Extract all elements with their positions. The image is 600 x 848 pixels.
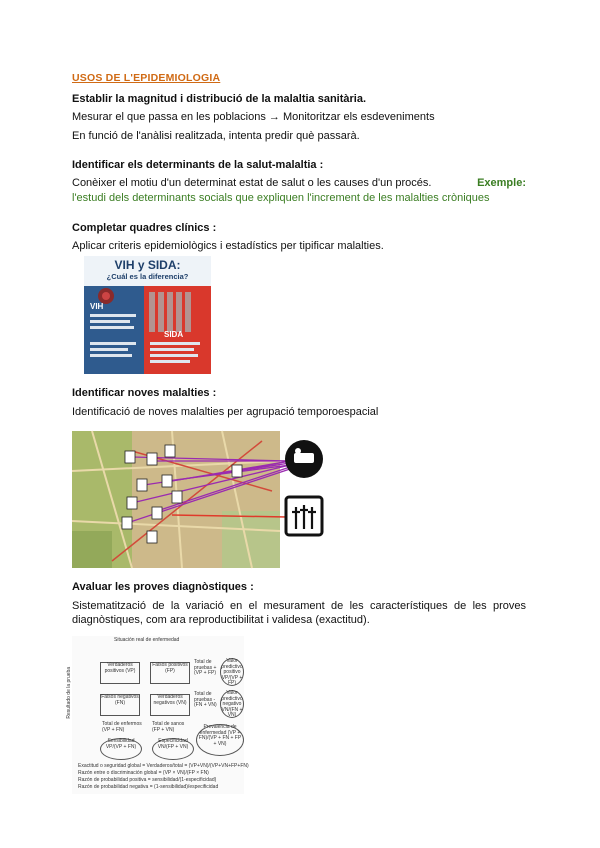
diagnostic-test-diagram — [66, 636, 249, 794]
section-text-determinants — [72, 176, 526, 190]
section-text-monitor: Mesurar el que passa en les poblacions → Monitoritzar els esdeveniments — [72, 111, 435, 123]
section-heading-quadres: Completar quadres clínics : — [72, 222, 217, 234]
determinants-text: Conèixer el motiu d'un determinat estat de salut o les causes d'un procés. — [72, 177, 432, 189]
section-text-predict: En funció de l'anàlisi realitzada, intenta predir què passarà. — [72, 130, 360, 142]
example-label: Exemple: — [477, 177, 526, 189]
vih-sida-poster — [84, 256, 211, 374]
footer-razon: Razón entre o discriminación global = (VP × VN)/(FP × FN) — [78, 770, 209, 776]
section-heading-proves: Avaluar les proves diagnòstiques : — [72, 581, 254, 593]
poster-sida-label: SIDA — [164, 330, 184, 339]
cell-fn: Falsos negativos (FN) — [100, 694, 140, 716]
cell-fp: Falsos positivos (FP) — [150, 662, 190, 684]
footer-rpn: Razón de probabilidad negativa = (1-sensibilidad)/especificidad — [78, 784, 219, 790]
oval-especificidad: Especificidad VN/(FP + VN) — [152, 738, 194, 760]
section-heading-magnitud: Establir la magnitud i distribució de la malaltia sanitària. — [72, 93, 367, 105]
section-text-proves: Sistematització de la variació en el mesurament de les característiques de les proves diagnòstiques, com ara reproductibilitat i validesa (exactitud). — [72, 600, 526, 626]
footer-rpp: Razón de probabilidad positiva = sensibilidad/(1-especificidad) — [78, 777, 217, 783]
diagram-top-label: Situación real de enfermedad — [114, 637, 180, 643]
oval-vpn: Valor predictivo negativo VN/(FN + VN) — [221, 690, 243, 718]
cell-vp: Verdaderos positivos (VP) — [100, 662, 140, 684]
example-text: l'estudi dels determinants socials que expliquen l'increment de les malalties cròniques — [72, 192, 490, 204]
row-total-negative: Total de pruebas - (FN + VN) — [194, 691, 217, 708]
oval-prevalencia: Prevalencia de enfermedad (VP + FN)/(VP + FN + FP + VN) — [196, 724, 244, 756]
poster-subtitle: ¿Cuál es la diferencia? — [106, 272, 189, 281]
section-text-quadres: Aplicar criteris epidemiològics i estadístics per tipificar malalties. — [72, 240, 384, 252]
poster-vih-label: VIH — [90, 302, 104, 311]
oval-sensibilidad: Sensibilidad VP/(VP + FN) — [100, 738, 142, 760]
oval-vpp: Valor predictivo positivo VP/(VP + FP) — [221, 658, 243, 686]
col-total-sanos: Total de sanos (FP + VN) — [152, 721, 185, 733]
outbreak-map-graphic — [72, 431, 331, 568]
poster-title: VIH y SIDA: — [114, 258, 181, 272]
cell-vn: Verdaderos negativos (VN) — [150, 694, 190, 716]
col-total-enfermos: Total de enfermos (VP + FN) — [102, 721, 142, 733]
section-heading-determinants: Identificar els determinants de la salut-malaltia : — [72, 159, 324, 171]
section-text-noves: Identificació de noves malalties per agrupació temporoespacial — [72, 406, 379, 418]
section-heading-noves: Identificar noves malalties : — [72, 387, 217, 399]
page-title: USOS DE L'EPIDEMIOLOGIA — [72, 72, 221, 84]
row-total-positive: Total de pruebas + (VP + FP) — [194, 659, 217, 676]
diagram-side-label: Resultado de la prueba — [66, 666, 73, 719]
footer-exactitud: Exactitud o seguridad global = Verdaderos/total = (VP+VN)/(VP+VN+FP+FN) — [78, 763, 249, 769]
outbreak-map — [72, 431, 331, 568]
